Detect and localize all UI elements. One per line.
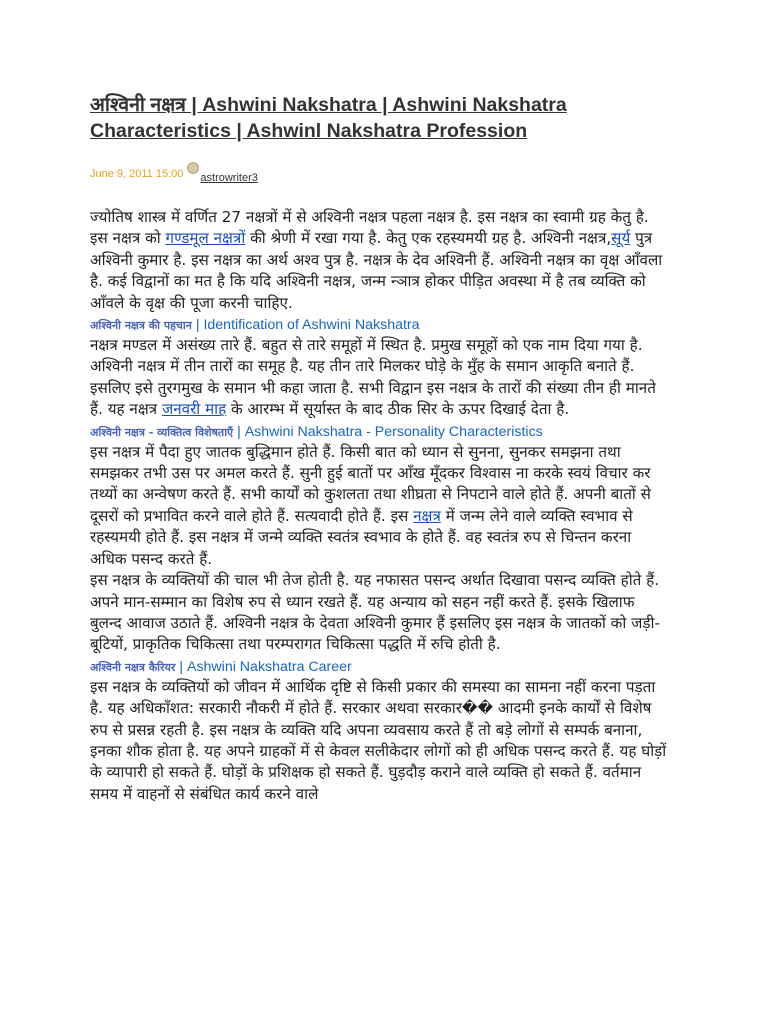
surya-link[interactable]: सूर्य — [611, 229, 631, 248]
heading-hindi: अश्विनी नक्षत्र कैरियर — [90, 660, 176, 674]
personality-heading — [90, 423, 668, 442]
personality-paragraph — [90, 442, 668, 570]
article-title[interactable]: अश्विनी नक्षत्र | Ashwini Nakshatra | Ashwini Nakshatra Characteristics | Ashwinl Nakshatra Profession — [90, 94, 567, 142]
heading-english: | Identification of Ashwini Nakshatra — [191, 317, 420, 334]
heading-hindi: अश्विनी नक्षत्र की पहचान — [90, 319, 192, 333]
gandmool-link[interactable]: गण्डमूल नक्षत्रों — [165, 229, 246, 248]
identification-paragraph — [90, 335, 668, 421]
personality-paragraph-2: इस नक्षत्र के व्यक्तियों की चाल भी तेज होती है. यह नफासत पसन्द अर्थात दिखावा पसन्द व्यक्ति होते हैं. अपने मान-सम्मान का विशेष रुप से ध्यान रखते हैं. यह अन्याय को सहन नहीं करते हैं. इसके खिलाफ बुलन्द आवाज उठाते हैं. अश्विनी नक्षत्र के देवता अश्विनी कुमार हैं इसलिए इस नक्षत्र के जातकों को जड़ी-बूटियों, प्राकृतिक चिकित्सा तथा परम्परागत चिकित्सा पद्धति में रुचि होती है. — [90, 571, 660, 654]
text-run: ज्योतिष शास्त्र में वर्णित 27 नक्षत्रों में से अश्विनी नक्षत्र पहला नक्षत्र है. इस नक्षत्र का स्वामी ग्रह केतु है. इस नक्षत्र को — [90, 208, 649, 248]
text-run: की श्रेणी में रखा गया है. केतु एक रहस्यमयी ग्रह है. अश्विनी नक्षत्र, — [245, 229, 612, 248]
career-heading — [90, 658, 668, 677]
post-date: June 9, 2011 15:00 — [90, 168, 184, 180]
text-run: में जन्म लेने वाले व्यक्ति स्वभाव से रहस्यमयी होते हैं. इस नक्षत्र में जन्मे व्यक्ति स्वतंत्र स्वभाव के होते हैं. वह स्वतंत्र रुप से चिन्तन करना अधिक पसन्द करते हैं. — [90, 506, 633, 568]
text-run: के आरम्भ में सूर्यास्त के बाद ठीक सिर के ऊपर दिखाई देता है. — [226, 400, 570, 419]
nakshatra-link[interactable]: नक्षत्र — [413, 506, 441, 525]
january-link[interactable]: जनवरी माह — [161, 400, 227, 419]
author-name: astrowriter3 — [200, 172, 258, 184]
pin-icon — [187, 162, 199, 174]
heading-hindi: अश्विनी नक्षत्र - व्यक्तित्व विशेषताएँ — [90, 425, 234, 439]
intro-paragraph — [90, 207, 668, 314]
post-meta — [90, 164, 668, 186]
career-paragraph: इस नक्षत्र के व्यक्तियों को जीवन में आर्थिक दृष्टि से किसी प्रकार की समस्या का सामना नहीं करना पड़ता है. यह अधिकाँशत: सरकारी नौकरी में होते हैं. सरकार अथवा सरकार�� आदमी इनके कार्यों से विशेष रुप से प्रसन्न रहती है. इस नक्षत्र के व्यक्ति यदि अपना व्यवसाय करते हैं तो बड़े लोगों से सम्पर्क बनाना, इनका शौक होता है. यह अपने ग्राहकों में से केवल सलीकेदार लोगों को ही अधिक पसन्द करते हैं. यह घोड़ों के व्यापारी हो सकते हैं. घोड़ों के प्रशिक्षक हो सकते हैं. घुड़दौड़ कराने वाले व्यक्ति हो सकते हैं. वर्तमान समय में वाहनों से संबंधित कार्य करने वाले — [90, 677, 667, 803]
text-run: नक्षत्र मण्डल में असंख्य तारे हैं. बहुत से तारे समूहों में स्थित है. प्रमुख समूहों को एक नाम दिया गया है. अश्विनी नक्षत्र में तीन तारों का समूह है. यह तीन तारे मिलकर घोड़े के मुँह के समान आकृति बनाते हैं. इसलिए इसे तुरगमुख के समान भी कहा जाता है. सभी विद्वान इस नक्षत्र के तारों की संख्या तीन ही मानते हैं. यह नक्षत्र — [90, 336, 656, 419]
author-link[interactable] — [187, 164, 257, 184]
heading-english: | Ashwini Nakshatra Career — [175, 658, 352, 675]
text-run: पुत्र अश्विनी कुमार है. इस नक्षत्र का अर्थ अश्व पुत्र है. नक्षत्र के देव अश्विनी हैं. अश्विनी नक्षत्र का वृक्ष आँवला है. कई विद्वानों का मत है कि यदि अश्विनी नक्षत्र, जन्म न्ञात्र होकर पीड़ित अवस्था में है तब व्यक्ति को आँवले के वृक्ष की पूजा करनी चाहिए. — [90, 229, 663, 312]
text-run: इस नक्षत्र में पैदा हुए जातक बुद्धिमान होते हैं. किसी बात को ध्यान से सुनना, सुनकर समझना तथा समझकर तभी उस पर अमल करते हैं. सुनी हुई बातों पर आँख मूँदकर विश्वास ना करके स्वयं विचार कर तथ्यों का अन्वेषण करते हैं. सभी कार्यों को कुशलता तथा शीघ्रता से निपटाने वाले होते हैं. अपनी बातों से दूसरों को प्रभावित करने वाले होते हैं. सत्यवादी होते हैं. इस — [90, 442, 651, 525]
identification-heading — [90, 316, 668, 335]
heading-english: | Ashwini Nakshatra - Personality Characteristics — [233, 423, 543, 440]
